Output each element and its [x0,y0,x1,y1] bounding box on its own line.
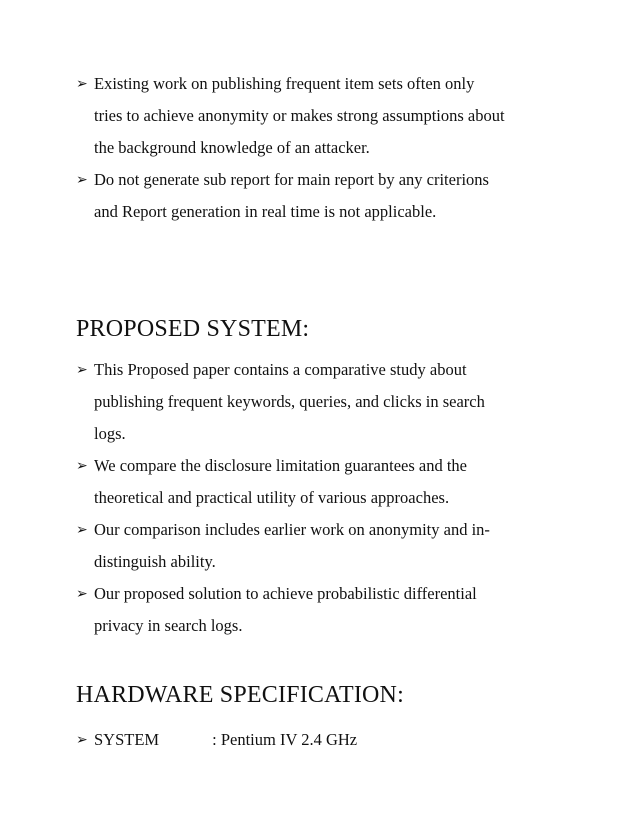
hardware-spec-list [76,724,576,756]
list-item-line: theoretical and practical utility of various approaches. [94,488,450,507]
arrow-bullet-icon: ➢ [76,732,88,748]
arrow-bullet-icon: ➢ [76,362,88,378]
spec-label: SYSTEM [94,730,160,749]
list-item-line: Do not generate sub report for main report by any criterions [94,170,489,189]
list-item-line: tries to achieve anonymity or makes strong assumptions about [94,106,505,125]
spec-row [76,724,576,756]
list-item [76,578,576,642]
list-item [76,354,576,450]
arrow-bullet-icon: ➢ [76,522,88,538]
list-item-line: We compare the disclosure limitation guarantees and the [94,456,467,475]
list-item-line: distinguish ability. [94,552,216,571]
arrow-bullet-icon: ➢ [76,458,88,474]
list-item-line: Existing work on publishing frequent item sets often only [94,74,475,93]
list-item [76,164,576,228]
list-item-line: Our proposed solution to achieve probabilistic differential [94,584,477,603]
list-item-line: the background knowledge of an attacker. [94,138,370,157]
existing-system-list [76,68,576,228]
arrow-bullet-icon: ➢ [76,172,88,188]
list-item-line: This Proposed paper contains a comparative study about [94,360,467,379]
proposed-system-heading: PROPOSED SYSTEM: [76,316,310,342]
list-item [76,514,576,578]
arrow-bullet-icon: ➢ [76,586,88,602]
list-item-line: logs. [94,424,126,443]
arrow-bullet-icon: ➢ [76,76,88,92]
list-item-line: privacy in search logs. [94,616,243,635]
proposed-system-list [76,354,576,642]
list-item-line: and Report generation in real time is not applicable. [94,202,437,221]
list-item [76,450,576,514]
spec-value: : Pentium IV 2.4 GHz [212,730,358,749]
list-item-line: publishing frequent keywords, queries, and clicks in search [94,392,485,411]
list-item [76,68,576,164]
list-item-line: Our comparison includes earlier work on anonymity and in- [94,520,490,539]
hardware-specification-heading: HARDWARE SPECIFICATION: [76,682,404,708]
